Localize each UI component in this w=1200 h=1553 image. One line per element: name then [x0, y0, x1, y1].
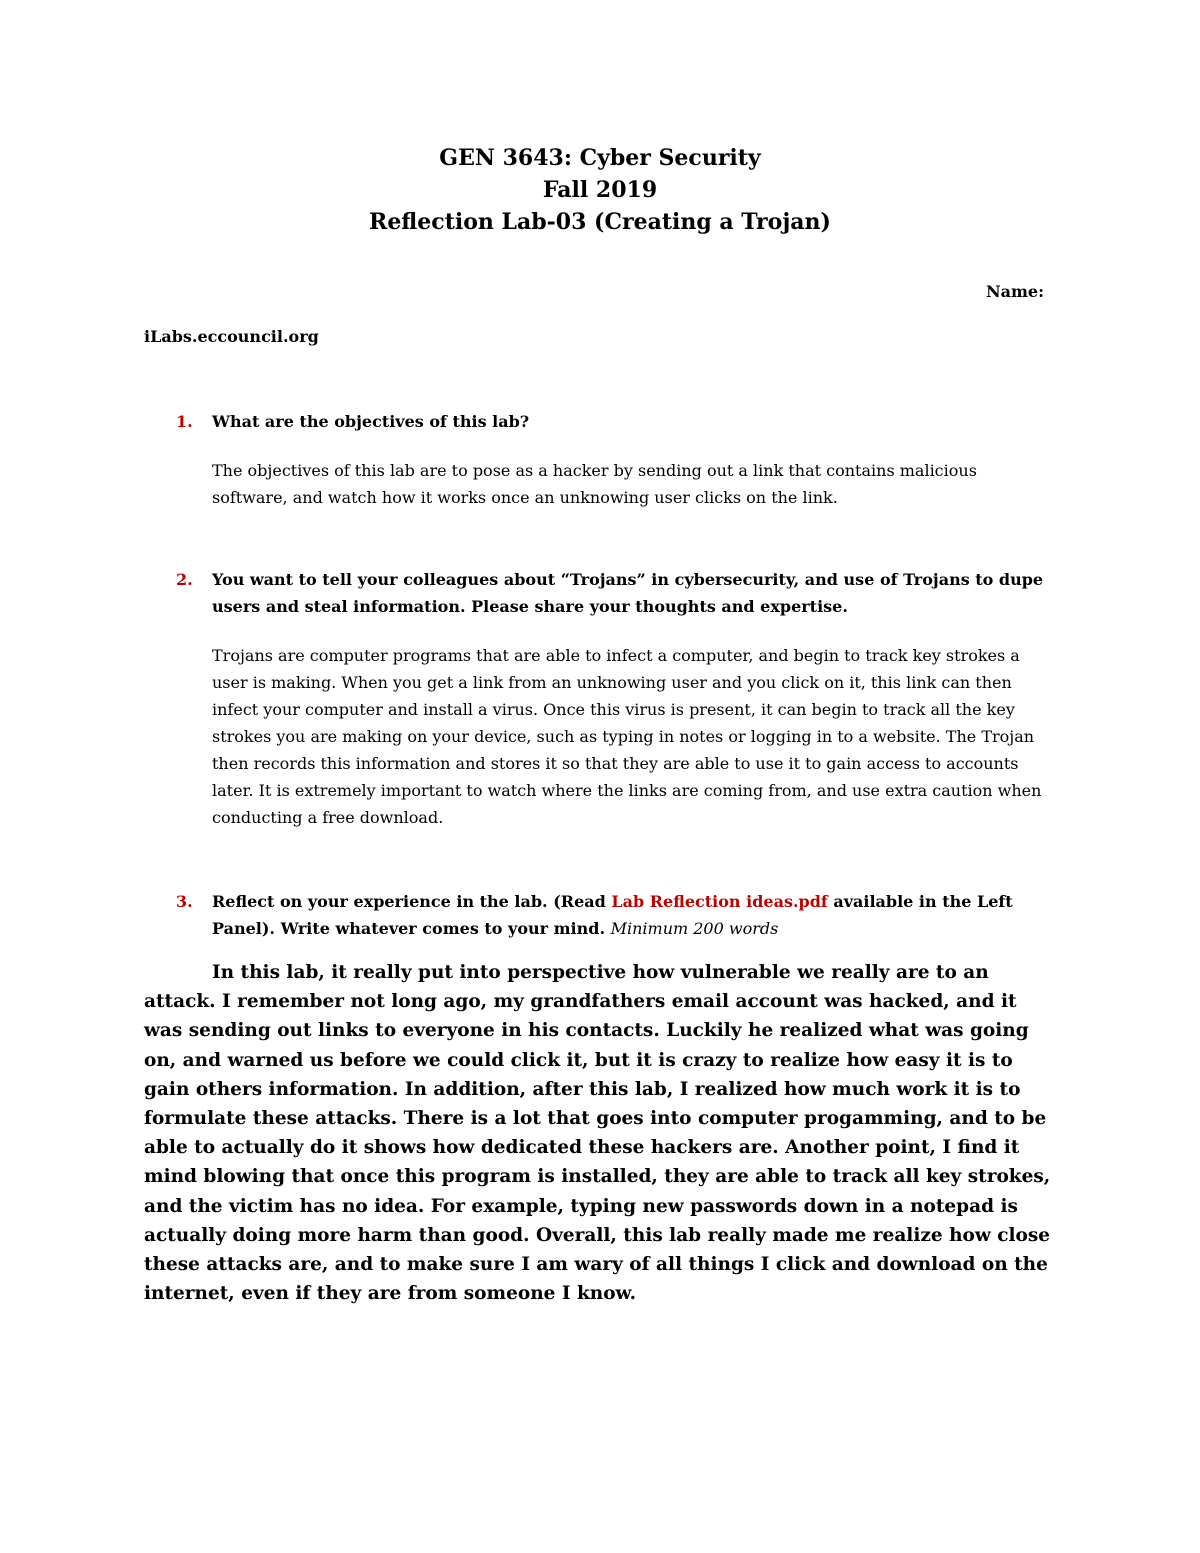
question-prompt: [212, 888, 1054, 942]
lab-reflection-ideas-link[interactable]: Lab Reflection ideas.pdf: [611, 892, 828, 911]
question-prompt: What are the objectives of this lab?: [212, 412, 530, 431]
question-2: [144, 566, 1054, 831]
question-answer: The objectives of this lab are to pose as a hacker by sending out a link that contains malicious software, and watch how it works once an unknowing user clicks on the link.: [212, 461, 977, 507]
question-answer: Trojans are computer programs that are able to infect a computer, and begin to track key strokes a user is making. When you get a link from an unknowing user and you click on it, this link can then infect your computer and install a virus. Once this virus is present, it can begin to track all the key strokes you are making on your device, such as typing in notes or logging in to a website. The Trojan then records this information and stores it so that they are able to use it to gain access to accounts later. It is extremely important to watch where the links are coming from, and use extra caution when conducting a free download.: [212, 646, 1042, 827]
site-label: iLabs.eccouncil.org: [144, 327, 319, 346]
question-3: [144, 888, 1054, 942]
document-header: [0, 142, 1200, 238]
question-1: [144, 408, 1054, 511]
word-minimum-note: Minimum 200 words: [610, 919, 779, 938]
question-number: 1.: [176, 412, 193, 431]
question-number: 2.: [176, 570, 193, 589]
name-label: Name:: [986, 282, 1045, 301]
prompt-start: Reflect on your experience in the lab. (Read: [212, 892, 612, 911]
question-number: 3.: [176, 892, 193, 911]
term-label: Fall 2019: [542, 177, 658, 203]
course-title: GEN 3643: Cyber Security: [439, 145, 761, 171]
question-prompt: You want to tell your colleagues about “Trojans” in cybersecurity, and use of Trojans to dupe users and steal information. Please share your thoughts and expertise.: [212, 570, 1044, 616]
prompt-end: available in the Left Panel). Write whatever comes to your mind.: [212, 892, 1013, 938]
reflection-paragraph: In this lab, it really put into perspective how vulnerable we really are to an attack. I remember not long ago, my grandfathers email account was hacked, and it was sending out links to everyone in his contacts. Luckily he realized what was going on, and warned us before we could click it, but it is crazy to realize how easy it is to gain others information. In addition, after this lab, I realized how much work it is to formulate these attacks. There is a lot that goes into computer progamming, and to be able to actually do it shows how dedicated these hackers are. Another point, I find it mind blowing that once this program is installed, they are able to track all key strokes, and the victim has no idea. For example, typing new passwords down in a notepad is actually doing more harm than good. Overall, this lab really made me realize how close these attacks are, and to make sure I am wary of all things I click and download on the internet, even if they are from someone I know.: [144, 962, 1051, 1305]
lab-title: Reflection Lab-03 (Creating a Trojan): [369, 209, 831, 235]
